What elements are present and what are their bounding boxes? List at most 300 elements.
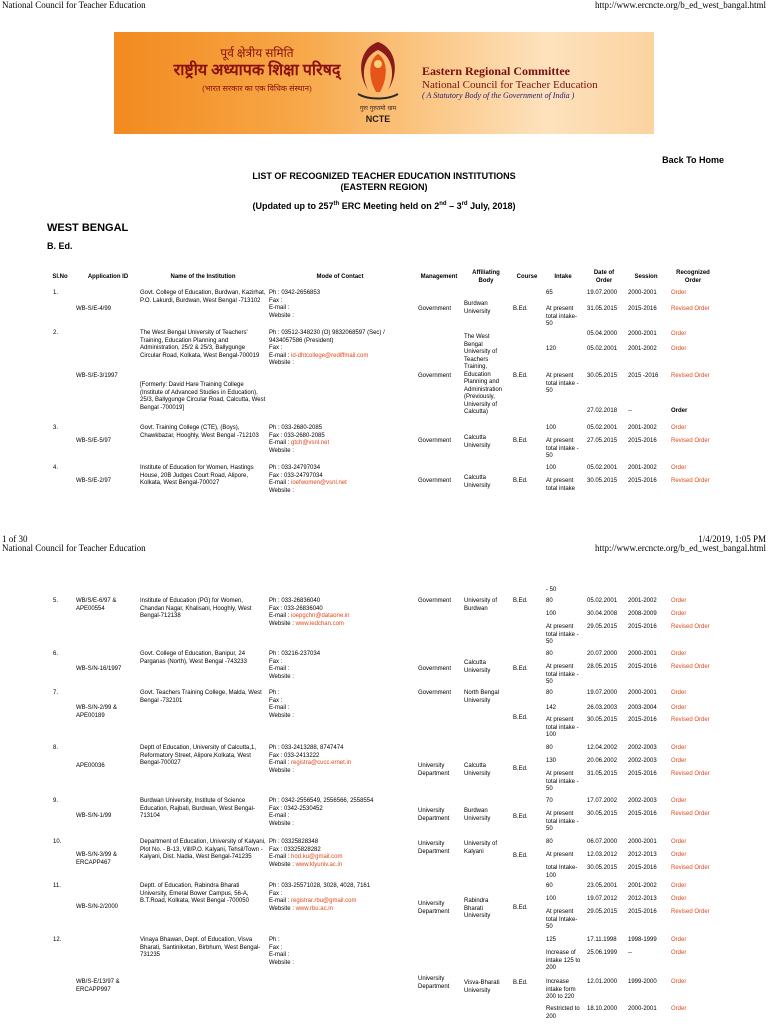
row-slno: 4. bbox=[53, 465, 59, 471]
order-link[interactable]: Revised Order bbox=[671, 373, 710, 379]
contact-email: E-mail : registra@cucc.ernet.in bbox=[269, 760, 352, 766]
email-link[interactable]: ioepgchn@dataone.in bbox=[291, 613, 350, 619]
col-date-of-order: Date of Order bbox=[593, 270, 615, 284]
row-management: Government bbox=[418, 438, 452, 444]
col-intake: Intake bbox=[554, 274, 572, 280]
row-intake: At present bbox=[546, 852, 574, 858]
contact-phone: Ph : 0342-2556549, 2556566, 2558554 bbox=[269, 798, 374, 804]
col-session: Session bbox=[634, 274, 658, 280]
row-course: B.Ed. bbox=[513, 598, 528, 604]
contact-phone: Ph : 03512-348230 (O) 9832068597 (Sec) / 9434057586 (President) bbox=[269, 330, 385, 344]
row-session: 2012-2013 bbox=[628, 896, 657, 902]
row-order-date: 05.04.2000 bbox=[587, 331, 618, 337]
contact-fax: Fax : bbox=[269, 297, 283, 304]
banner-english-text bbox=[422, 64, 652, 100]
row-course: B.Ed. bbox=[513, 853, 528, 859]
row-institution-name: Vinaya Bhawan, Dept. of Education, Visva Bharati, Santiniketan, Birbhum, West Bengal-731235 bbox=[140, 937, 261, 958]
row-session: 2002-2003 bbox=[628, 758, 657, 764]
row-contact bbox=[269, 937, 409, 967]
contact-email: E-mail : hod.ku@gmail.com bbox=[269, 854, 343, 860]
contact-email: E-mail : bbox=[269, 705, 290, 711]
contact-website: Website : www.iedchan.com bbox=[269, 620, 344, 627]
row-application-id: WB/S/E-6/97 & APE00554 bbox=[76, 598, 117, 612]
row-application-id: WB-S/N-3/99 & ERCAPP467 bbox=[76, 852, 118, 866]
contact-phone: Ph : 033-2680-2085 bbox=[269, 425, 323, 431]
col-application-id: Application ID bbox=[87, 274, 129, 280]
row-management: University Department bbox=[418, 841, 450, 855]
row-course: B.Ed. bbox=[513, 478, 528, 484]
row-order-date: 12.04.2002 bbox=[587, 745, 618, 751]
order-link[interactable]: Revised Order bbox=[671, 717, 710, 723]
col-course: Course bbox=[516, 274, 538, 280]
contact-email: E-mail : ioepgchn@dataone.in bbox=[269, 613, 350, 619]
row-affiliating-body: Visva-Bharati University bbox=[464, 980, 500, 994]
order-link[interactable]: Order bbox=[671, 852, 687, 858]
row-management: University Department bbox=[418, 976, 450, 990]
row-intake: Restricted to 200 bbox=[546, 1006, 580, 1020]
row-intake: At present total intake - 50 bbox=[546, 373, 579, 394]
hindi-line-3: (भारत सरकार का एक विधिक संस्थान) bbox=[202, 84, 312, 93]
row-intake: At present total intake - 50 bbox=[546, 811, 579, 832]
row-order-date: 12.03.2012 bbox=[587, 852, 618, 858]
row-session: 2000-2001 bbox=[628, 690, 657, 696]
website-link[interactable]: www.iedchan.com bbox=[295, 620, 344, 627]
row-order-date: 17.11.1998 bbox=[587, 937, 617, 943]
row-order-date: 17.07.2002 bbox=[587, 798, 618, 804]
contact-fax: Fax : bbox=[269, 697, 283, 704]
row-intake: At present total intake - 100 bbox=[546, 717, 579, 738]
hindi-line-2: राष्ट्रीय अध्यापक शिक्षा परिषद् bbox=[173, 62, 341, 79]
row-session: -- bbox=[628, 950, 632, 956]
row-session: 2015 -2016 bbox=[628, 373, 659, 379]
website-link[interactable]: www.rbu.ac.in bbox=[295, 905, 333, 912]
row-intake: 80 bbox=[546, 839, 553, 845]
order-link[interactable]: Order bbox=[671, 331, 687, 337]
row-management: Government bbox=[418, 690, 452, 696]
contact-website: Website : bbox=[269, 487, 294, 494]
row-application-id: APE00036 bbox=[76, 763, 105, 769]
row-management: Government bbox=[418, 306, 452, 312]
row-management: Government bbox=[418, 666, 452, 672]
order-link[interactable]: Order bbox=[671, 937, 687, 943]
row-session: 2015-2016 bbox=[628, 811, 657, 817]
row-session: 2001-2002 bbox=[628, 883, 657, 889]
contact-phone: Ph : bbox=[269, 937, 280, 943]
carried-intake: - 50 bbox=[546, 587, 557, 593]
row-course: B.Ed. bbox=[513, 373, 528, 379]
row-intake: Increase of intake 125 to 200 bbox=[546, 950, 581, 971]
row-affiliating-body: The West Bengal University of Teachers Training, Education Planning and Administration (Previously, University of Calcutta) bbox=[464, 334, 503, 415]
row-intake: 100 bbox=[546, 896, 557, 902]
row-management: University Department bbox=[418, 808, 450, 822]
contact-website: Website : www.rbu.ac.in bbox=[269, 905, 333, 912]
row-order-date: 28.05.2015 bbox=[587, 664, 618, 670]
row-slno: 2. bbox=[53, 330, 59, 336]
row-session: 2002-2003 bbox=[628, 745, 657, 751]
contact-phone: Ph : 033-25571028, 3028, 4028, 7161 bbox=[269, 883, 371, 889]
row-order-date: 19.07.2012 bbox=[587, 896, 618, 902]
row-intake: At present total Intake-50 bbox=[546, 909, 578, 930]
page-title: LIST OF RECOGNIZED TEACHER EDUCATION INSTITUTIONS bbox=[252, 171, 516, 181]
row-affiliating-body: University of Burdwan bbox=[464, 598, 498, 612]
order-link[interactable]: Order bbox=[671, 611, 687, 617]
print-footer-timestamp: 1/4/2019, 1:05 PM bbox=[698, 534, 766, 544]
row-order-date: 30.05.2015 bbox=[587, 811, 618, 817]
contact-fax: Fax : 033-2413222 bbox=[269, 752, 320, 759]
order-link[interactable]: Order bbox=[671, 598, 687, 604]
order-link[interactable]: Revised Order bbox=[671, 771, 710, 777]
row-institution-former-name: [Formerly: David Hare Training College (Institute of Advanced Studies in Education), 25/3, Ballygunge Circular Road, Calcutta, West Bengal -700019] bbox=[140, 382, 266, 411]
print-footer-page: 1 of 30 bbox=[2, 534, 28, 544]
row-course: B.Ed. bbox=[513, 980, 528, 986]
row-contact bbox=[269, 745, 409, 775]
row-session: 2015-2016 bbox=[628, 865, 657, 871]
order-link[interactable]: Order bbox=[671, 950, 687, 956]
row-course: B.Ed. bbox=[513, 306, 528, 312]
row-session: 2001-2002 bbox=[628, 346, 657, 352]
row-intake: 100 bbox=[546, 465, 557, 471]
row-order-date: 29.05.2015 bbox=[587, 909, 618, 915]
row-affiliating-body: Burdwan University bbox=[464, 301, 491, 315]
email-link[interactable]: gtch@vsnl.net bbox=[291, 440, 330, 446]
row-session: 2000-2001 bbox=[628, 290, 657, 296]
row-course: B.Ed. bbox=[513, 666, 528, 672]
col-recognized-order: Recognized Order bbox=[676, 270, 710, 284]
row-intake: 60 bbox=[546, 883, 553, 889]
order-link[interactable]: Revised Order bbox=[671, 811, 710, 817]
row-intake: At present total intake - 50 bbox=[546, 624, 579, 645]
contact-website: Website : bbox=[269, 447, 294, 454]
contact-phone: Ph : 03216-237034 bbox=[269, 651, 321, 657]
row-contact bbox=[269, 290, 409, 320]
row-intake: At present total intake - 50 bbox=[546, 771, 579, 792]
row-management: Government bbox=[418, 598, 452, 604]
print-header-title-2: National Council for Teacher Education bbox=[2, 543, 146, 553]
contact-website: Website : bbox=[269, 360, 294, 366]
order-link[interactable]: Order bbox=[671, 651, 687, 657]
row-order-date: 26.03.2003 bbox=[587, 705, 618, 711]
row-order-date: 31.05.2015 bbox=[587, 306, 618, 312]
row-intake: 70 bbox=[546, 798, 553, 804]
row-order-date: 30.04.2008 bbox=[587, 611, 618, 617]
row-slno: 3. bbox=[53, 425, 59, 431]
row-order-date: 25.06.1999 bbox=[587, 950, 618, 956]
order-link[interactable]: Order bbox=[671, 979, 687, 985]
row-order-date: 30.05.2015 bbox=[587, 478, 618, 484]
row-application-id: WB-S/N-16/1997 bbox=[76, 666, 122, 672]
hindi-line-1: पूर्व क्षेत्रीय समिति bbox=[220, 46, 294, 60]
row-institution-name: Deptt. of Education, Rabindra Bharati University, Emeral Bower Campus, 56-A, B.T.Road, Kolkata, West Bengal -700050 bbox=[140, 883, 249, 904]
contact-phone: Ph : 03325828348 bbox=[269, 839, 319, 845]
contact-website: Website : bbox=[269, 959, 294, 966]
row-slno: 11. bbox=[53, 883, 61, 889]
order-link[interactable]: Order bbox=[671, 883, 687, 889]
row-order-date: 31.05.2015 bbox=[587, 771, 618, 777]
row-order-date: 23.05.2001 bbox=[587, 883, 618, 889]
order-link[interactable]: Revised Order bbox=[671, 909, 710, 915]
row-order-date: 29.05.2015 bbox=[587, 624, 618, 630]
row-contact bbox=[269, 465, 409, 495]
row-intake: 80 bbox=[546, 745, 553, 751]
row-session: 1998-1999 bbox=[628, 937, 657, 943]
row-intake: 142 bbox=[546, 705, 557, 711]
contact-website: Website : bbox=[269, 673, 294, 680]
row-application-id: WB-S/E-3/1997 bbox=[76, 373, 118, 379]
row-slno: 1. bbox=[53, 290, 59, 296]
row-order-date: 19.07.2000 bbox=[587, 290, 618, 296]
banner-erc-title: Eastern Regional Committee bbox=[422, 64, 570, 78]
logo-hindi-motto: गुरुः गुरुतमो धाम bbox=[359, 105, 397, 112]
contact-fax: Fax : 033-24797034 bbox=[269, 472, 323, 479]
row-intake: 100 bbox=[546, 611, 557, 617]
row-session: 2015-2016 bbox=[628, 438, 657, 444]
banner-ncte-title: National Council for Teacher Education bbox=[422, 79, 598, 91]
row-session: 2015-2016 bbox=[628, 624, 657, 630]
row-session: -- bbox=[628, 408, 632, 414]
row-contact bbox=[269, 690, 409, 720]
order-link[interactable]: Revised Order bbox=[671, 438, 710, 444]
contact-website: Website : bbox=[269, 767, 294, 774]
row-order-date: 19.07.2000 bbox=[587, 690, 618, 696]
banner-hindi-text bbox=[172, 46, 342, 96]
row-contact bbox=[269, 598, 409, 628]
row-slno: 9. bbox=[53, 798, 59, 804]
ncte-logo-icon bbox=[346, 38, 410, 130]
order-link[interactable]: Order bbox=[671, 839, 687, 845]
row-order-date: 27.05.2015 bbox=[587, 438, 618, 444]
contact-phone: Ph : bbox=[269, 690, 280, 696]
print-header-url: http://www.ercncte.org/b_ed_west_bangal.html bbox=[595, 0, 766, 10]
print-header-title: National Council for Teacher Education bbox=[2, 0, 146, 10]
row-session: 2000-2001 bbox=[628, 839, 657, 845]
row-slno: 8. bbox=[53, 745, 59, 751]
row-course: B.Ed. bbox=[513, 814, 528, 820]
row-affiliating-body: Calcutta University bbox=[464, 475, 491, 489]
order-link[interactable]: Order bbox=[671, 290, 687, 296]
order-link[interactable]: Order bbox=[671, 758, 687, 764]
row-institution-name: Govt. College of Education, Burdwan, Kazirhat, P.O. Lakurdi, Burdwan, West Bengal -713102 bbox=[140, 290, 266, 304]
back-to-home-link[interactable]: Back To Home bbox=[662, 155, 724, 165]
row-application-id: WB/S-E/13/97 & ERCAPP997 bbox=[76, 979, 120, 993]
row-session: 1999-2000 bbox=[628, 979, 657, 985]
row-slno: 12. bbox=[53, 937, 62, 943]
order-link[interactable]: Revised Order bbox=[671, 478, 710, 484]
email-link[interactable]: registra@cucc.ernet.in bbox=[291, 760, 352, 766]
row-intake: At present total intake - 50 bbox=[546, 664, 579, 685]
contact-email: E-mail : bbox=[269, 305, 290, 311]
row-affiliating-body: Calcutta University bbox=[464, 435, 491, 449]
row-management: Government bbox=[418, 478, 452, 484]
row-institution-name: Govt. Teachers Training College, Malda, West Bengal -732101 bbox=[140, 690, 262, 704]
row-intake: 80 bbox=[546, 598, 553, 604]
contact-email: E-mail : bbox=[269, 666, 290, 672]
row-contact bbox=[269, 425, 409, 455]
row-institution-name: Burdwan University, Institute of Science Education, Rajbati, Burdwan, West Bengal-713104 bbox=[140, 798, 255, 819]
row-affiliating-body: Calcutta University bbox=[464, 660, 491, 674]
row-course: B.Ed. bbox=[513, 438, 528, 444]
contact-website: Website : bbox=[269, 820, 294, 827]
contact-fax: Fax : 033-26836040 bbox=[269, 605, 323, 612]
row-intake: 80 bbox=[546, 690, 553, 696]
contact-fax: Fax : 033-2680-2085 bbox=[269, 432, 325, 439]
row-session: 2012-2013 bbox=[628, 852, 657, 858]
contact-email: E-mail : bbox=[269, 952, 290, 958]
col-management: Management bbox=[420, 274, 458, 280]
email-link[interactable]: registrar.rbu@gmail.com bbox=[291, 898, 357, 904]
row-order-date: 12.01.2000 bbox=[587, 979, 618, 985]
contact-fax: Fax : bbox=[269, 944, 283, 951]
contact-email: E-mail : bbox=[269, 813, 290, 819]
row-slno: 10. bbox=[53, 839, 62, 845]
order-link[interactable]: Order bbox=[671, 705, 687, 711]
contact-website: Website : bbox=[269, 712, 294, 719]
row-application-id: WB-S/N-2/99 & APE00189 bbox=[76, 705, 118, 719]
row-intake: Increase intake form 200 to 220 bbox=[546, 979, 576, 1000]
row-slno: 7. bbox=[53, 690, 59, 696]
row-session: 2015-2016 bbox=[628, 771, 657, 777]
updated-note: (Updated up to 257th ERC Meeting held on 2nd – 3rd July, 2018) bbox=[252, 201, 516, 211]
row-affiliating-body: Rabindra Bharati University bbox=[464, 898, 491, 919]
row-session: 2015-2016 bbox=[628, 306, 657, 312]
email-link[interactable]: ioefwomen@vsnl.net bbox=[291, 480, 347, 486]
row-intake: 120 bbox=[546, 346, 557, 352]
row-application-id: WB-S/E-4/99 bbox=[76, 306, 112, 312]
row-affiliating-body: Burdwan University bbox=[464, 808, 491, 822]
state-heading: WEST BENGAL bbox=[47, 222, 129, 234]
row-session: 2008-2009 bbox=[628, 611, 657, 617]
row-contact bbox=[269, 651, 409, 681]
order-link[interactable]: Order bbox=[671, 465, 687, 471]
row-institution-name: Govt. College of Education, Banipur, 24 Parganas (North), West Bengal -743233 bbox=[140, 651, 247, 665]
row-order-date: 05.02.2001 bbox=[587, 346, 618, 352]
email-link[interactable]: id-dhtcollege@rediffmail.com bbox=[291, 352, 369, 359]
order-link[interactable]: Revised Order bbox=[671, 306, 710, 312]
email-link[interactable]: hod.ku@gmail.com bbox=[291, 854, 343, 860]
row-session: 2001-2002 bbox=[628, 465, 657, 471]
row-order-date: 20.07.2000 bbox=[587, 651, 618, 657]
row-course: B.Ed. bbox=[513, 905, 528, 911]
row-order-date: 30.05.2015 bbox=[587, 717, 618, 723]
order-link[interactable]: Revised Order bbox=[671, 664, 710, 670]
row-session: 2015-2016 bbox=[628, 717, 657, 723]
row-order-date: 27.02.2018 bbox=[587, 408, 618, 414]
row-intake: At present total intake-50 bbox=[546, 306, 578, 327]
order-link[interactable]: Order bbox=[671, 798, 687, 804]
banner-statutory-note: ( A Statutory Body of the Government of India ) bbox=[422, 91, 575, 100]
row-session: 2000-2001 bbox=[628, 1006, 657, 1012]
row-session: 2015-2016 bbox=[628, 478, 657, 484]
contact-phone: Ph : 033-26836040 bbox=[269, 598, 321, 604]
row-institution-name: Deptt of Education, University of Calcutta,1, Reformatory Street, Alipore,Kolkata, West Bengal-700027 bbox=[140, 745, 257, 766]
ncte-banner bbox=[114, 32, 654, 134]
contact-fax: Fax : bbox=[269, 658, 283, 665]
row-intake: 65 bbox=[546, 290, 553, 296]
row-affiliating-body: Calcutta University bbox=[464, 763, 491, 777]
col-institution-name: Name of the Institution bbox=[170, 274, 236, 280]
contact-website: Website : bbox=[269, 312, 294, 319]
row-order-date: 06.07.2000 bbox=[587, 839, 618, 845]
contact-phone: Ph : 0342-2656853 bbox=[269, 290, 321, 296]
row-session: 2000-2001 bbox=[628, 331, 657, 337]
contact-fax: Fax : 03325828282 bbox=[269, 846, 321, 853]
order-link[interactable]: Revised Order bbox=[671, 624, 710, 630]
row-intake: 130 bbox=[546, 758, 557, 764]
contact-fax: Fax : bbox=[269, 345, 283, 351]
col-mode-of-contact: Mode of Contact bbox=[316, 274, 364, 280]
row-session: 2001-2002 bbox=[628, 425, 657, 431]
order-link[interactable]: Order bbox=[671, 1006, 687, 1012]
contact-email: E-mail : id-dhtcollege@rediffmail.com bbox=[269, 352, 369, 359]
print-header-url-2: http://www.ercncte.org/b_ed_west_bangal.html bbox=[595, 543, 766, 553]
row-intake: total Intake-100 bbox=[546, 865, 578, 879]
row-institution-name: Institute of Education (PG) for Women, Chandan Nagar, Khalisani, Hooghly, West Bengal-712138 bbox=[140, 598, 252, 619]
order-link[interactable]: Order bbox=[671, 408, 688, 414]
row-slno: 5. bbox=[53, 598, 59, 604]
row-order-date: 18.10.2000 bbox=[587, 1006, 618, 1012]
row-intake: 100 bbox=[546, 425, 557, 431]
website-link[interactable]: www.klyuniv.ac.in bbox=[295, 861, 343, 868]
row-session: 2000-2001 bbox=[628, 651, 657, 657]
row-intake: At present total intake - 50 bbox=[546, 438, 579, 459]
page-subtitle: (EASTERN REGION) bbox=[340, 182, 428, 192]
row-intake: 80 bbox=[546, 651, 553, 657]
row-contact bbox=[269, 883, 409, 913]
row-order-date: 05.02.2001 bbox=[587, 465, 618, 471]
order-link[interactable]: Order bbox=[671, 690, 687, 696]
row-institution-name: Institute of Education for Women, Hastings House, 20B Judges Court Road, Alipore, Kolkata, West Bengal-700027 bbox=[140, 465, 254, 486]
row-affiliating-body: University of Kalyani bbox=[464, 841, 498, 855]
row-contact bbox=[269, 798, 409, 828]
order-link[interactable]: Revised Order bbox=[671, 865, 710, 871]
row-session: 2003-2004 bbox=[628, 705, 657, 711]
contact-phone: Ph : 033-2413288, 8747474 bbox=[269, 745, 344, 751]
logo-ncte-text: NCTE bbox=[365, 114, 391, 124]
row-slno: 6. bbox=[53, 651, 59, 657]
row-contact bbox=[269, 330, 409, 368]
row-order-date: 05.02.2001 bbox=[587, 598, 618, 604]
order-link[interactable]: Order bbox=[671, 425, 687, 431]
contact-email: E-mail : registrar.rbu@gmail.com bbox=[269, 898, 357, 904]
row-session: 2015-2016 bbox=[628, 664, 657, 670]
row-course: B.Ed. bbox=[513, 715, 528, 721]
course-heading: B. Ed. bbox=[47, 241, 73, 251]
col-affiliating-body: Affiliating Body bbox=[472, 270, 500, 284]
contact-website: Website : www.klyuniv.ac.in bbox=[269, 861, 343, 868]
row-contact bbox=[269, 839, 409, 869]
row-institution-name: The West Bengal University of Teachers' Training, Education Planning and Administration, 25/2 & 25/3, Ballygunge Circular Road, Kolkata, West Bengal-700019 bbox=[140, 330, 260, 359]
contact-fax: Fax : bbox=[269, 890, 283, 897]
row-institution-name: Department of Education, University of Kalyani, Plot No. - B-13, Vill/P.O. Kalyani, Tehsil/Town - Kalyani, Dist. Nadia, West Bengal-741235 bbox=[140, 839, 266, 860]
row-session: 2001-2002 bbox=[628, 598, 657, 604]
row-session: 2015-2016 bbox=[628, 909, 657, 915]
row-application-id: WB-S/N-2/2000 bbox=[76, 904, 119, 910]
row-order-date: 30.05.2015 bbox=[587, 865, 618, 871]
row-management: University Department bbox=[418, 763, 450, 777]
row-order-date: 05.02.2001 bbox=[587, 425, 618, 431]
order-link[interactable]: Order bbox=[671, 745, 687, 751]
order-link[interactable]: Order bbox=[671, 346, 687, 352]
row-session: 2002-2003 bbox=[628, 798, 657, 804]
row-course: B.Ed. bbox=[513, 766, 528, 772]
row-application-id: WB-S/E-5/97 bbox=[76, 438, 112, 444]
order-link[interactable]: Order bbox=[671, 896, 687, 902]
row-application-id: WB-S/E-2/97 bbox=[76, 478, 112, 484]
row-intake: 125 bbox=[546, 937, 557, 943]
row-intake: At present total intake bbox=[546, 478, 576, 492]
row-institution-name: Govt. Training College (CTE), (Boys), Chawkbazar, Hooghly, West Bengal -712103 bbox=[140, 425, 259, 439]
contact-fax: Fax : 0342-2530452 bbox=[269, 805, 323, 812]
contact-email: E-mail : gtch@vsnl.net bbox=[269, 440, 330, 446]
